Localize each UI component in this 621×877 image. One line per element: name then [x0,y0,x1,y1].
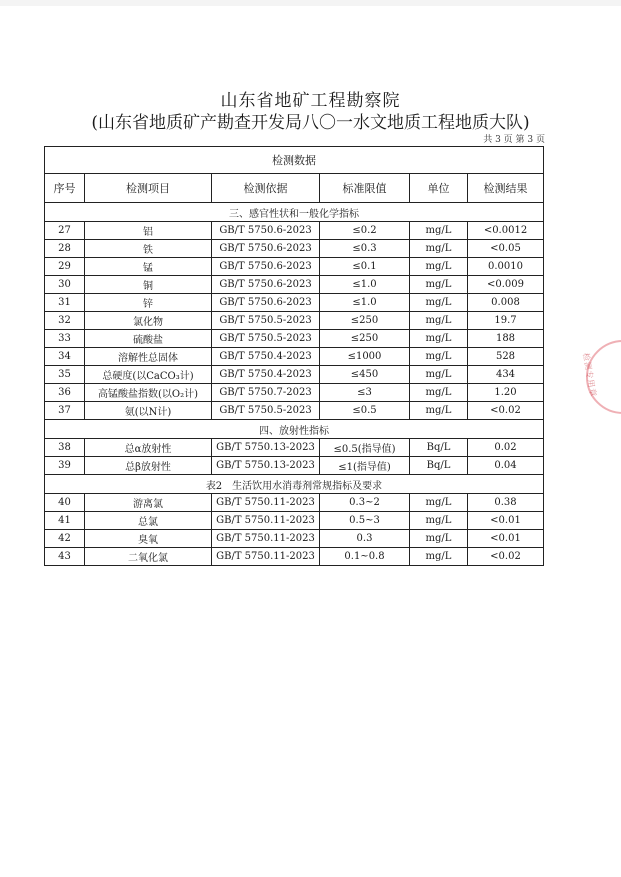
table-cell: GB/T 5750.11-2023 [212,548,320,566]
table-cell: mg/L [410,384,468,402]
table-cell: 铜 [85,276,212,294]
table-cell: 38 [45,439,85,457]
column-header: 标准限值 [320,174,410,203]
table-cell: <0.0012 [468,222,544,240]
page-indicator: 共 3 页 第 3 页 [483,135,545,145]
table-cell: 27 [45,222,85,240]
table-cell: <0.05 [468,240,544,258]
table-cell: ≤0.3 [320,240,410,258]
table-cell: GB/T 5750.5-2023 [212,312,320,330]
table-cell: mg/L [410,530,468,548]
table-cell: 0.5~3 [320,512,410,530]
table-cell: GB/T 5750.13-2023 [212,439,320,457]
table-cell: 32 [45,312,85,330]
table-cell: mg/L [410,512,468,530]
table-cell: 0.38 [468,494,544,512]
table-cell: 528 [468,348,544,366]
table-cell: 33 [45,330,85,348]
table-cell: 37 [45,402,85,420]
table-cell: ≤0.2 [320,222,410,240]
table-row [45,330,544,348]
table-cell: mg/L [410,402,468,420]
table-cell: 硫酸盐 [85,330,212,348]
table-cell: 1.20 [468,384,544,402]
table-cell: 0.1~0.8 [320,548,410,566]
table-cell: mg/L [410,330,468,348]
table-cell: GB/T 5750.5-2023 [212,402,320,420]
table-cell: 40 [45,494,85,512]
table-row [45,512,544,530]
table-row [45,348,544,366]
table-cell: 43 [45,548,85,566]
table-cell: 35 [45,366,85,384]
table-caption-row [45,147,544,174]
table-cell: 铝 [85,222,212,240]
table-cell: 臭氧 [85,530,212,548]
table-cell: GB/T 5750.6-2023 [212,276,320,294]
table-cell: <0.02 [468,402,544,420]
table-cell: 31 [45,294,85,312]
section-title: 三、感官性状和一般化学指标 [45,203,544,222]
table-cell: 19.7 [468,312,544,330]
table-row [45,548,544,566]
table-cell: GB/T 5750.11-2023 [212,494,320,512]
table-cell: 铁 [85,240,212,258]
table-row [45,439,544,457]
table-cell: mg/L [410,494,468,512]
table-row [45,402,544,420]
table-cell: mg/L [410,348,468,366]
table-cell: 溶解性总固体 [85,348,212,366]
column-header: 序号 [45,174,85,203]
scan-top-edge [0,0,621,6]
table-cell: Bq/L [410,457,468,475]
section-title: 四、放射性指标 [45,420,544,439]
table-cell: 28 [45,240,85,258]
table-cell: ≤1(指导值) [320,457,410,475]
table-cell: 总α放射性 [85,439,212,457]
table-cell: mg/L [410,294,468,312]
table-cell: GB/T 5750.11-2023 [212,512,320,530]
table-cell: 0.3 [320,530,410,548]
table-cell: mg/L [410,258,468,276]
table-cell: mg/L [410,548,468,566]
table-cell: GB/T 5750.5-2023 [212,330,320,348]
table-cell: 0.0010 [468,258,544,276]
table-cell: 39 [45,457,85,475]
table-row [45,384,544,402]
column-header: 检测依据 [212,174,320,203]
table-cell: 氯化物 [85,312,212,330]
column-header: 检测结果 [468,174,544,203]
table-cell: ≤0.5 [320,402,410,420]
table-cell: 34 [45,348,85,366]
table-cell: ≤1.0 [320,294,410,312]
table-cell: GB/T 5750.4-2023 [212,348,320,366]
table-cell: 0.3~2 [320,494,410,512]
table-cell: GB/T 5750.7-2023 [212,384,320,402]
table-cell: ≤3 [320,384,410,402]
table-row [45,457,544,475]
table-row [45,240,544,258]
table-cell: mg/L [410,366,468,384]
table-cell: 188 [468,330,544,348]
table-caption: 检测数据 [45,147,544,174]
table-cell: 30 [45,276,85,294]
table-cell: <0.009 [468,276,544,294]
table-cell: ≤1000 [320,348,410,366]
table-cell: mg/L [410,312,468,330]
seal-text: 检测专用章 [581,352,598,399]
table-cell: 二氧化氯 [85,548,212,566]
table-cell: 42 [45,530,85,548]
table-cell: GB/T 5750.6-2023 [212,294,320,312]
table-cell: mg/L [410,240,468,258]
org-subtitle: (山东省地质矿产勘查开发局八〇一水文地质工程地质大队) [91,113,530,133]
table-cell: mg/L [410,276,468,294]
table-cell: 高锰酸盐指数(以O₂计) [85,384,212,402]
table-cell: ≤1.0 [320,276,410,294]
table-cell: 总β放射性 [85,457,212,475]
section-title-row [45,420,544,439]
table-cell: GB/T 5750.6-2023 [212,222,320,240]
section-title-row [45,203,544,222]
table-cell: ≤250 [320,330,410,348]
table-cell: GB/T 5750.6-2023 [212,240,320,258]
table-cell: 氨(以N计) [85,402,212,420]
table-cell: 总硬度(以CaCO₃计) [85,366,212,384]
table-cell: GB/T 5750.4-2023 [212,366,320,384]
column-header: 检测项目 [85,174,212,203]
table-cell: 0.04 [468,457,544,475]
table-cell: 36 [45,384,85,402]
section-title: 表2 生活饮用水消毒剂常规指标及要求 [45,475,544,494]
table-row [45,312,544,330]
table-cell: <0.02 [468,548,544,566]
column-header: 单位 [410,174,468,203]
table-cell: 0.008 [468,294,544,312]
column-header-row [45,174,544,203]
section-title-row [45,475,544,494]
table-cell: ≤250 [320,312,410,330]
table-cell: <0.01 [468,512,544,530]
table-cell: 游离氯 [85,494,212,512]
table-cell: GB/T 5750.13-2023 [212,457,320,475]
table-cell: GB/T 5750.6-2023 [212,258,320,276]
table-cell: ≤0.1 [320,258,410,276]
table-cell: 0.02 [468,439,544,457]
table-row [45,494,544,512]
table-cell: ≤0.5(指导值) [320,439,410,457]
table-cell: mg/L [410,222,468,240]
table-cell: 总氯 [85,512,212,530]
table-cell: 29 [45,258,85,276]
table-row [45,276,544,294]
table-cell: ≤450 [320,366,410,384]
table-cell: 锰 [85,258,212,276]
table-row [45,222,544,240]
table-row [45,366,544,384]
table-row [45,258,544,276]
table-cell: 41 [45,512,85,530]
table-cell: Bq/L [410,439,468,457]
table-row [45,294,544,312]
table-cell: GB/T 5750.11-2023 [212,530,320,548]
org-title: 山东省地矿工程勘察院 [220,91,401,111]
table-cell: <0.01 [468,530,544,548]
table-row [45,530,544,548]
test-data-table [44,146,544,566]
table-cell: 锌 [85,294,212,312]
table-cell: 434 [468,366,544,384]
